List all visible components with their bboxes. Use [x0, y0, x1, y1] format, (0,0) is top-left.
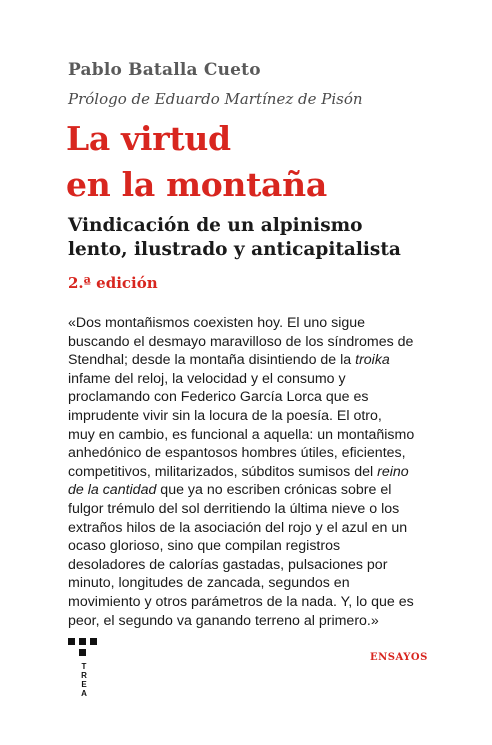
- publisher-letter: T: [81, 662, 87, 671]
- blurb-line: infame del reloj, la velocidad y el consumo y: [68, 370, 346, 387]
- blurb-line: de la cantidad que ya no escriben crónicas sobre el: [68, 482, 392, 499]
- publisher-letter: E: [81, 680, 87, 689]
- blurb-line: fulgor trémulo del sol derritiendo la última nieve o los: [68, 500, 400, 517]
- subtitle-line-2: lento, ilustrado y anticapitalista: [68, 239, 401, 260]
- publisher-letter: R: [81, 671, 87, 680]
- prologue-credit: Prólogo de Eduardo Martínez de Pisón: [68, 90, 363, 108]
- edition-label: 2.ª edición: [68, 274, 158, 292]
- blurb-line: Stendhal; desde la montaña disintiendo de la troika: [68, 352, 390, 369]
- blurb-line: buscando el desmayo maravilloso de los síndromes de: [68, 333, 414, 350]
- publisher-name: [79, 662, 89, 698]
- blurb-line: «Dos montañismos coexisten hoy. El uno sigue: [68, 315, 366, 331]
- blurb-line: movimiento y otros parámetros de la nada. Y, lo que es: [68, 593, 414, 610]
- logo-square: [79, 649, 86, 656]
- author-name: Pablo Batalla Cueto: [68, 60, 261, 80]
- publisher-letter: A: [81, 689, 87, 698]
- publisher-logo: [68, 638, 98, 702]
- blurb-italic: de la cantidad: [68, 482, 157, 499]
- blurb-line: competitivos, militarizados, súbditos sumisos del reino: [68, 463, 409, 480]
- blurb-line: minuto, longitudes de zancada, segundos en: [68, 575, 350, 592]
- book-subtitle: [68, 214, 401, 262]
- logo-square: [90, 638, 97, 645]
- blurb-line: proclamando con Federico García Lorca que es: [68, 389, 369, 406]
- blurb-line: extraños hilos de la asociación del rojo y el azul en un: [68, 519, 408, 536]
- blurb-line: ocaso glorioso, sino que compilan registros: [68, 538, 341, 555]
- blurb-italic: troika: [355, 352, 390, 369]
- blurb-quote: [68, 314, 428, 630]
- logo-square: [68, 638, 75, 645]
- title-line-1: La virtud: [66, 119, 231, 158]
- blurb-line: peor, el segundo va ganando terreno al primero.»: [68, 612, 379, 629]
- blurb-italic: reino: [377, 463, 409, 480]
- blurb-line: imprudente vivir sin la locura de la poesía. El otro,: [68, 407, 382, 424]
- blurb-line: anhedónico de espantosos hombres útiles, eficientes,: [68, 445, 406, 462]
- subtitle-line-1: Vindicación de un alpinismo: [68, 215, 363, 236]
- book-title: [66, 116, 327, 208]
- logo-square: [79, 638, 86, 645]
- blurb-line: muy en cambio, es funcional a aquella: un montañismo: [68, 426, 415, 443]
- blurb-line: desoladores de calorías gastadas, pulsaciones por: [68, 556, 388, 573]
- title-line-2: en la montaña: [66, 165, 327, 204]
- series-label: ENSAYOS: [370, 652, 428, 663]
